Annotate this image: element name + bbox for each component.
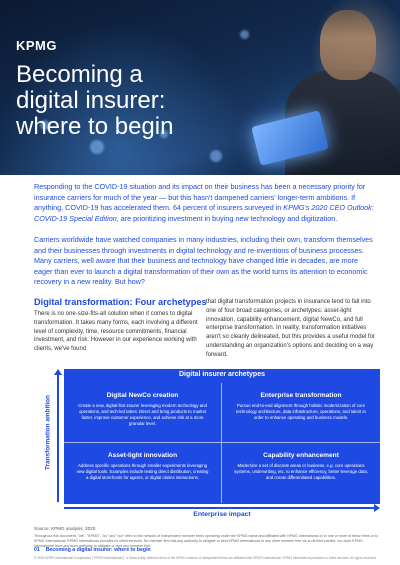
y-axis-line xyxy=(57,373,59,502)
quadrant-description: Modernize a set of discrete areas or business, e.g. core operations systems, underwriting, etc. to enhance efficiency, better leverage data, and create differentiated capabilities. xyxy=(234,463,368,480)
quadrant-title: Capability enhancement xyxy=(263,452,339,459)
bokeh-light xyxy=(240,30,249,39)
section-title: Digital transformation: Four archetypes xyxy=(34,297,207,307)
quadrant-capability-enhancement xyxy=(222,443,380,503)
legal-notice: © 2020 KPMG International Cooperative ("KPMG International"), a Swiss entity. Member firms of the KPMG network of independent firms are affiliated with KPMG International. KPMG International provides no client services. All rights reserved. xyxy=(34,556,377,560)
kpmg-logo: KPMG xyxy=(16,38,57,53)
body-column-right: that digital transformation projects in insurance tend to fall into one of four broad categories, or archetypes: asset-light innovation, capability enhancement, digital NewCo, and full enterprise transformation. In reality, transformation initiatives aren't so cleanly delineated, but this provides a useful model for understanding an organization's options and deciding on a way forward. xyxy=(206,299,375,358)
title-line: where to begin xyxy=(16,113,174,140)
lead-text: Responding to the COVID-19 situation and its impact on their business has been a necessary priority for insurance carriers for much of the year — but this hasn't dampened carriers' longer-term ambitions. If anything, COVID-19 has accelerated them. 64 percent of insurers surveyed in xyxy=(34,182,366,213)
quadrant-title: Asset-light innovation xyxy=(107,452,178,459)
report-citation: KPMG's 2020 CEO Outlook: COVID-19 Special Edition xyxy=(34,203,374,223)
source-note: Source: KPMG analysis, 2020 xyxy=(34,526,96,531)
quadrant-description: Pursue end-to-end alignment through holistic modernization of core technology architecture, data infrastructure, operations, and talent in order to enhance operating and business models. xyxy=(236,403,366,420)
person-head xyxy=(320,10,376,80)
quadrant-asset-light xyxy=(64,443,222,503)
y-axis-label: Transformation ambition xyxy=(44,395,52,470)
quadrant-digital-newco xyxy=(64,383,222,443)
matrix-title: Digital insurer archetypes xyxy=(179,371,265,378)
quadrant-title: Digital NewCo creation xyxy=(106,392,179,399)
page-title xyxy=(16,62,226,140)
y-axis xyxy=(37,369,59,504)
page-number: 01 xyxy=(34,547,40,553)
page-footer xyxy=(34,547,151,553)
x-axis-line xyxy=(64,507,376,509)
footer-title: Becoming a digital insurer: where to begin xyxy=(45,547,151,553)
lead-text-end: , are prioritizing investment in buying new technology and digitization. xyxy=(116,213,338,223)
y-axis-arrow-icon xyxy=(54,369,62,375)
quadrant-description: Create a new, digital-first insurer leveraging modern technology and operations, and tech-led talent. Direct and bring products to market faster, improve customer experience, and achieve risk at a more granular level. xyxy=(78,403,207,426)
lead-paragraph xyxy=(34,182,378,224)
context-paragraph: Carriers worldwide have watched companies in many industries, including their own, transform themselves and their businesses through investments in digital technology and re-inventions of business processes. Many carriers, well aware that their business and technology have changed little in decades, are more eager than ever to launch a digital transformation of their own as the world turns its attention to economic recovery in a new reality. But how? xyxy=(34,235,373,287)
footnote: Throughout this document, "we", "KPMG", "us" and "our" refer to the network of independent member firms operating under the KPMG name and affiliated with KPMG International or to one or more of these firms or to KPMG International. KPMG International provides no client services. No member firm has any authority to obligate or bind KPMG International or any other member firm vis-à-vis third parties, nor does KPMG International have any such authority to obligate or bind any member firm. xyxy=(34,534,378,548)
quadrant-description: Address specific operations through smaller experiments leveraging new digital tools. Examples include testing direct distribution, creating a digital storefronts for agents, or digital claims interactions. xyxy=(76,463,209,480)
quadrant-title: Enterprise transformation xyxy=(260,392,342,399)
x-axis-label: Enterprise impact xyxy=(193,511,251,518)
archetype-matrix xyxy=(64,369,380,504)
hero-image xyxy=(0,0,400,175)
body-column-left: There is no one-size-fits-all solution when it comes to digital transformation. It takes many forms, each involving a different level of complexity, time, resource commitments, financial investment, and risk. However in our experience working with clients, we've found xyxy=(34,311,198,353)
quadrant-enterprise-transformation xyxy=(222,383,380,443)
bokeh-light xyxy=(90,140,104,154)
title-line: digital insurer: xyxy=(16,87,166,114)
bokeh-light xyxy=(210,150,222,162)
title-line: Becoming a xyxy=(16,61,143,88)
